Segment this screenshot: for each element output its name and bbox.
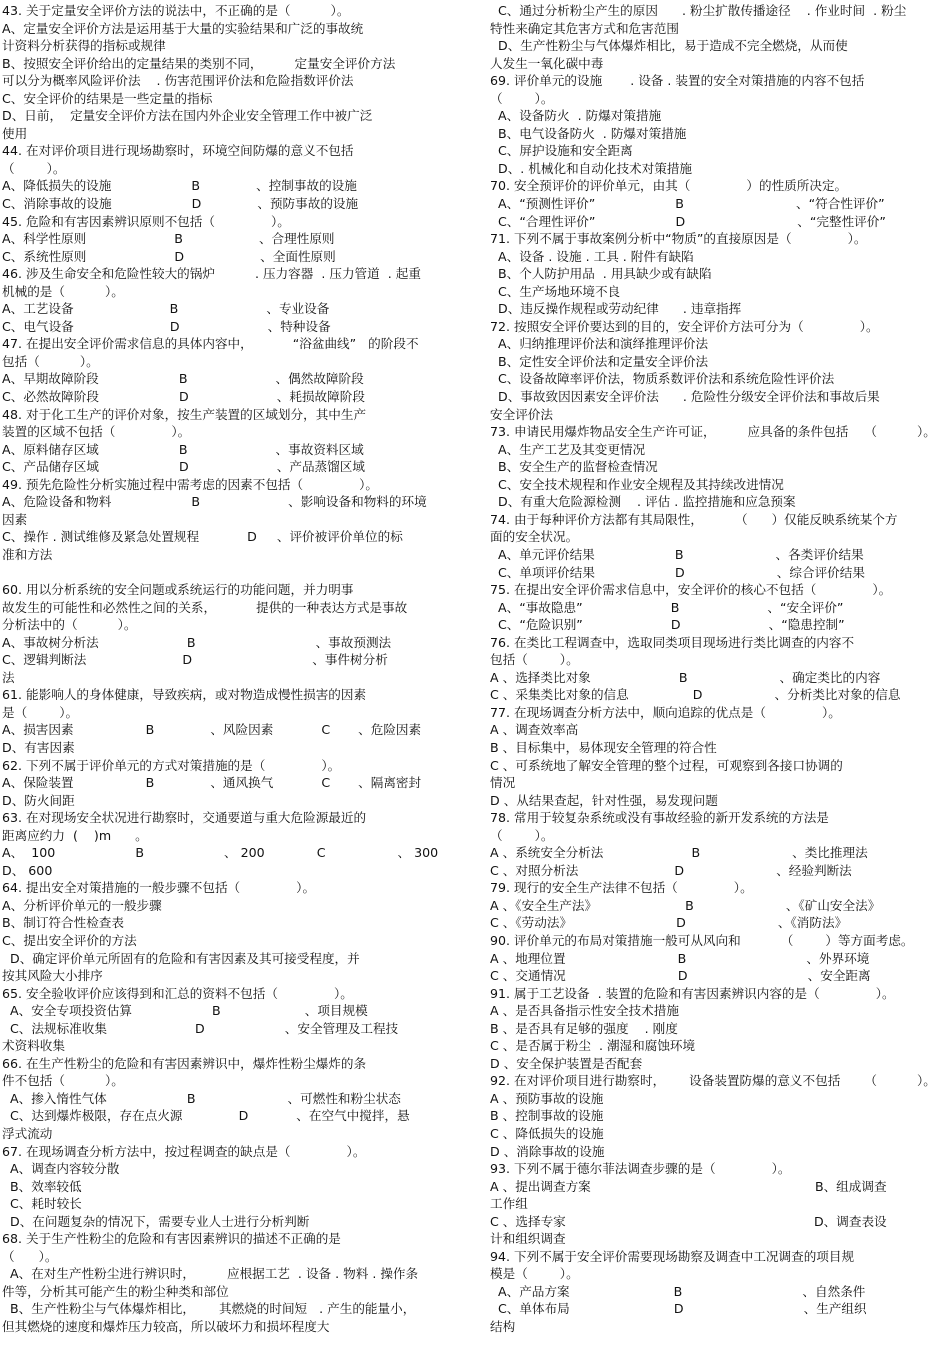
text-line: D、有重大危险源检测 . 评估 . 监控措施和应急预案 [490,494,796,510]
text-line: 77. 在现场调查分析方法中，顺向追踪的优点是（ ）。 [490,704,841,720]
text-line: 65. 安全验收评价应该得到和汇总的资料不包括（ ）。 [2,985,353,1001]
text-line: 距离应约力 ( )m 。 [2,827,148,843]
text-line: D、在问题复杂的情况下，需要专业人士进行分析判断 [2,1213,310,1229]
text-line: 按其风险大小排序 [2,968,103,984]
text-line: 使用 [2,125,28,141]
text-line: 计和组织调查 [490,1231,566,1247]
text-line: A 、提出调查方案 B、组成调查 [490,1178,887,1194]
text-line: 情况 [490,775,516,791]
text-line: D、确定评价单元所固有的危险和有害因素及其可接受程度，并 [2,950,360,966]
text-line: 人发生一氧化碳中毒 [490,55,604,71]
text-line: A、产品方案 B 、自然条件 [490,1283,866,1299]
text-line: 79. 现行的安全生产法律不包括（ ）。 [490,880,753,896]
text-line: C 、交通情况 D 、安全距离 [490,968,871,984]
text-line: 机械的是（ ）。 [2,283,124,299]
text-line: A、定量安全评价方法是运用基于大量的实验结果和广泛的事故统 [2,20,364,36]
text-line: D、. 机械化和自动化技术对策措施 [490,160,693,176]
text-line: D、有害因素 [2,739,75,755]
text-line: 63. 在对现场安全状况进行勘察时，交通要道与重大危险源最近的 [2,810,367,826]
text-line: 准和方法 [2,546,53,562]
text-line: A 、地理位置 B 、外界环境 [490,950,870,966]
text-line: 术资料收集 [2,1038,65,1054]
text-line: 结构 [490,1319,516,1335]
text-line: C、消除事故的设施 D 、预防事故的设施 [2,196,359,212]
text-line: B、电气设备防火 . 防爆对策措施 [490,125,687,141]
text-line: A、设备 . 设施 . 工具 . 附件有缺陷 [490,248,694,264]
text-line: A、设备防火 . 防爆对策措施 [490,108,662,124]
text-line: A、安全专项投资估算 B 、项目规模 [2,1003,368,1019]
text-line: B、个人防护用品 . 用具缺少或有缺陷 [490,266,712,282]
text-line: C、设备故障率评价法，物质系数评价法和系统危险性评价法 [490,371,835,387]
text-line: （ ）。 [2,1248,58,1264]
text-line: A、“预测性评价” B 、“符合性评价” [490,196,885,212]
text-line: 可以分为概率风险评价法 . 伤害范围评价法和危险指数评价法 [2,73,354,89]
text-line: 48. 对于化工生产的评价对象，按生产装置的区域划分，其中生产 [2,406,367,422]
text-line: 94. 下列不属于安全评价需要现场勘察及调查中工况调查的项目规 [490,1248,855,1264]
text-line: 44. 在对评价项目进行现场勘察时，环境空间防爆的意义不包括 [2,143,354,159]
text-line: 工作组 [490,1196,528,1212]
text-line: C、电气设备 D 、特种设备 [2,318,331,334]
text-line: D 、安全保护装置是否配套 [490,1055,643,1071]
text-line: （ ）。 [2,160,66,176]
text-line: C、安全技术规程和作业安全规程及其持续改进情况 [490,476,784,492]
text-line: 安全评价法 [490,406,553,422]
text-line: B、制订符合性检查表 [2,915,124,931]
text-line: D 、消除事故的设施 [490,1143,605,1159]
text-line: A、危险设备和物料 B 、影响设备和物料的环境 [2,494,427,510]
text-line: 66. 在生产性粉尘的危险和有害因素辨识中，爆炸性粉尘爆炸的条 [2,1055,367,1071]
text-line: C、安全评价的结果是一些定量的指标 [2,90,213,106]
text-line: C、系统性原则 D 、全面性原则 [2,248,336,264]
text-line: C、产品储存区域 D 、产品蒸馏区域 [2,459,365,475]
text-line: A、工艺设备 B 、专业设备 [2,301,330,317]
text-line: C、单体布局 D 、生产组织 [490,1301,867,1317]
text-line: A、降低损失的设施 B 、控制事故的设施 [2,178,357,194]
text-line: 特性来确定其危害方式和危害范围 [490,20,679,36]
text-line: 78. 常用于较复杂系统或没有事故经验的新开发系统的方法是 [490,810,829,826]
text-line: A 、是否具备指示性安全技术措施 [490,1003,679,1019]
text-line: C、通过分析粉尘产生的原因 . 粉尘扩散传播途径 . 作业时间 . 粉尘 [490,3,907,18]
text-line: 件不包括（ ）。 [2,1073,124,1089]
text-line: 是（ ）。 [2,704,79,720]
text-line: 61. 能影响人的身体健康，导致疾病，或对物造成慢性损害的因素 [2,687,367,703]
text-line: 因素 [2,511,28,527]
right-column [490,2,948,1336]
text-line: B、效率较低 [2,1178,82,1194]
text-line: 面的安全状况。 [490,529,579,545]
text-line: 43. 关于定量安全评价方法的说法中，不正确的是（ ）。 [2,3,350,18]
text-line: C 、对照分析法 D 、经验判断法 [490,862,852,878]
text-line: A、在对生产性粉尘进行辨识时， 应根据工艺 . 设备 . 物料 . 操作条 [2,1266,419,1282]
text-line: 模是（ ）。 [490,1266,579,1282]
text-line: 浮式流动 [2,1126,53,1141]
text-line: D、违反操作规程或劳动纪律 . 违章指挥 [490,301,742,317]
text-line: A、原料储存区域 B 、事故资料区域 [2,441,364,457]
text-line: C 、选择专家 D、调查表设 [490,1213,887,1229]
text-line: B、定性安全评价法和定量安全评价法 [490,353,709,369]
text-line: D、事故致因因素安全评价法 . 危险性分级安全评价法和事故后果 [490,389,880,405]
text-line: B 、控制事故的设施 [490,1108,604,1124]
text-line: D、日前， 定量安全评价方法在国内外企业安全管理工作中被广泛 [2,108,373,124]
text-line: C、操作 . 测试维修及紧急处置规程 D 、评价被评价单位的标 [2,529,403,545]
text-line: 74. 由于每种评价方法都有其局限性， （ ）仅能反映系统某个方 [490,511,898,527]
text-line: C、提出安全评价的方法 [2,932,137,948]
text-line: 62. 下列不属于评价单元的方式对策措施的是（ ）。 [2,757,341,773]
text-line: C 、《劳动法》 D 、《消防法》 [490,915,848,931]
text-line: C 、降低损失的设施 [490,1126,604,1141]
text-line: C、“危险识别” D 、“隐患控制” [490,617,845,633]
text-line: 47. 在提出安全评价需求信息的具体内容中， “浴盆曲线” 的阶段不 [2,336,419,352]
text-line: 60. 用以分析系统的安全问题或系统运行的功能问题，并力明事 [2,582,354,598]
text-line: B、按照安全评价给出的定量结果的类别不同， 定量安全评价方法 [2,55,396,71]
text-line: D、生产性粉尘与气体爆炸相比，易于造成不完全燃烧，从而使 [490,38,848,54]
text-line: A、事故树分析法 B 、事故预测法 [2,634,392,650]
text-line: A、调查内容较分散 [2,1161,120,1177]
text-line: 70. 安全预评价的评价单元，由其（ ）的性质所决定。 [490,178,848,194]
text-line: D 、从结果查起，针对性强，易发现问题 [490,792,718,808]
text-line: 45. 危险和有害因素辨识原则不包括（ ）。 [2,213,290,229]
text-line: D、防火间距 [2,792,75,808]
text-line: C、达到爆炸极限，存在点火源 D 、在空气中搅拌，悬 [2,1108,410,1124]
text-line: 64. 提出安全对策措施的一般步骤不包括（ ）。 [2,880,316,896]
text-line: A、归纳推理评价法和演绎推理评价法 [490,336,709,352]
text-line: A、分析评价单元的一般步骤 [2,897,162,913]
text-line: 分析法中的（ ）。 [2,617,137,633]
text-line: 69. 评价单元的设施 . 设备 . 装置的安全对策措施的内容不包括 [490,73,865,89]
text-line: C、屏护设施和安全距离 [490,143,633,159]
text-line: B、生产性粉尘与气体爆炸相比， 其燃烧的时间短 . 产生的能量小， [2,1301,416,1317]
text-line: C 、可系统地了解安全管理的整个过程，可观察到各接口协调的 [490,757,843,773]
text-line: 计资料分析获得的指标或规律 [2,38,166,54]
text-line: A、掺入惰性气体 B 、可燃性和粉尘状态 [2,1090,401,1106]
text-line: 件等，分析其可能产生的粉尘种类和部位 [2,1283,229,1299]
text-line: A 、调查效率高 [490,722,579,738]
text-line: C、法规标准收集 D 、安全管理及工程技 [2,1020,399,1036]
text-line: A、损害因素 B 、风险因素 C 、危险因素 [2,722,422,738]
text-line: C、单项评价结果 D 、综合评价结果 [490,564,865,580]
text-line: A 、《安全生产法》 B 、《矿山安全法》 [490,897,881,913]
text-line: 92. 在对评价项目进行勘察时， 设备装置防爆的意义不包括 （ ）。 [490,1073,936,1089]
text-line: 法 [2,669,15,685]
text-line: 46. 涉及生命安全和危险性较大的锅炉 . 压力容器 . 压力管道 . 起重 [2,266,421,282]
text-line: 91. 属于工艺设备 . 装置的危险和有害因素辨识内容的是（ ）。 [490,985,895,1001]
text-line: 68. 关于生产性粉尘的危险和有害因素辨识的描述不正确的是 [2,1231,341,1247]
text-line: （ ）。 [490,827,554,843]
text-line: 故发生的可能性和必然性之间的关系， 提供的一种表达方式是事故 [2,599,408,615]
text-line: C 、采集类比对象的信息 D 、分析类比对象的信息 [490,687,901,703]
text-line: A 、选择类比对象 B 、确定类比的内容 [490,669,881,685]
text-line: 装置的区域不包括（ ）。 [2,424,191,440]
text-line: 71. 下列不属于事故案例分析中“物质”的直接原因是（ ）。 [490,231,867,247]
text-line: D、 600 [2,862,53,878]
text-line: B、安全生产的监督检查情况 [490,459,658,475]
text-line: 75. 在提出安全评价需求信息中，安全评价的核心不包括（ ）。 [490,582,892,598]
text-line: B 、目标集中，易体现安全管理的符合性 [490,739,717,755]
text-line: A、科学性原则 B 、合理性原则 [2,231,335,247]
text-line: C、逻辑判断法 D 、事件树分析 [2,652,388,668]
text-line [2,564,464,582]
text-line: 包括（ ）。 [490,652,579,668]
text-line: 49. 预先危险性分析实施过程中需考虑的因素不包括（ ）。 [2,476,379,492]
text-line: 76. 在类比工程调查中，选取同类项目现场进行类比调查的内容不 [490,634,855,650]
text-line: A、“事故隐患” B 、“安全评价” [490,599,844,615]
text-line: A、单元评价结果 B 、各类评价结果 [490,546,864,562]
text-line: 67. 在现场调查分析方法中，按过程调查的缺点是（ ）。 [2,1143,366,1159]
text-line: A、早期故障阶段 B 、偶然故障阶段 [2,371,364,387]
text-line: C、必然故障阶段 D 、耗损故障阶段 [2,389,365,405]
text-line: A 、预防事故的设施 [490,1090,604,1106]
text-line: A、保险装置 B 、通风换气 C 、隔离密封 [2,775,422,791]
text-line: 72. 按照安全评价要达到的目的，安全评价方法可分为（ ）。 [490,318,879,334]
text-line: 90. 评价单元的布局对策措施一般可从风向和 （ ）等方面考虑。 [490,932,914,948]
text-line: 73. 申请民用爆炸物品安全生产许可证， 应具备的条件包括 （ ）。 [490,424,936,440]
text-line: 包括（ ）。 [2,353,99,369]
text-line: A 、系统安全分析法 B 、类比推理法 [490,845,868,861]
text-line: C、“合理性评价” D 、“完整性评价” [490,213,886,229]
left-column [2,2,464,1336]
text-line: A、生产工艺及其变更情况 [490,441,646,457]
text-line: B 、是否具有足够的强度 . 刚度 [490,1020,678,1036]
text-line: C、生产场地环境不良 [490,283,621,299]
text-line: C 、是否属于粉尘 . 潮湿和腐蚀环境 [490,1038,696,1054]
text-line: （ ）。 [490,90,554,106]
text-line: A、 100 B 、 200 C 、 300 [2,845,439,861]
text-line: 但其燃烧的速度和爆炸压力较高，所以破坏力和损坏程度大 [2,1319,330,1335]
text-line: C、耗时较长 [2,1196,82,1212]
text-line: 93. 下列不属于德尔菲法调查步骤的是（ ）。 [490,1161,791,1177]
